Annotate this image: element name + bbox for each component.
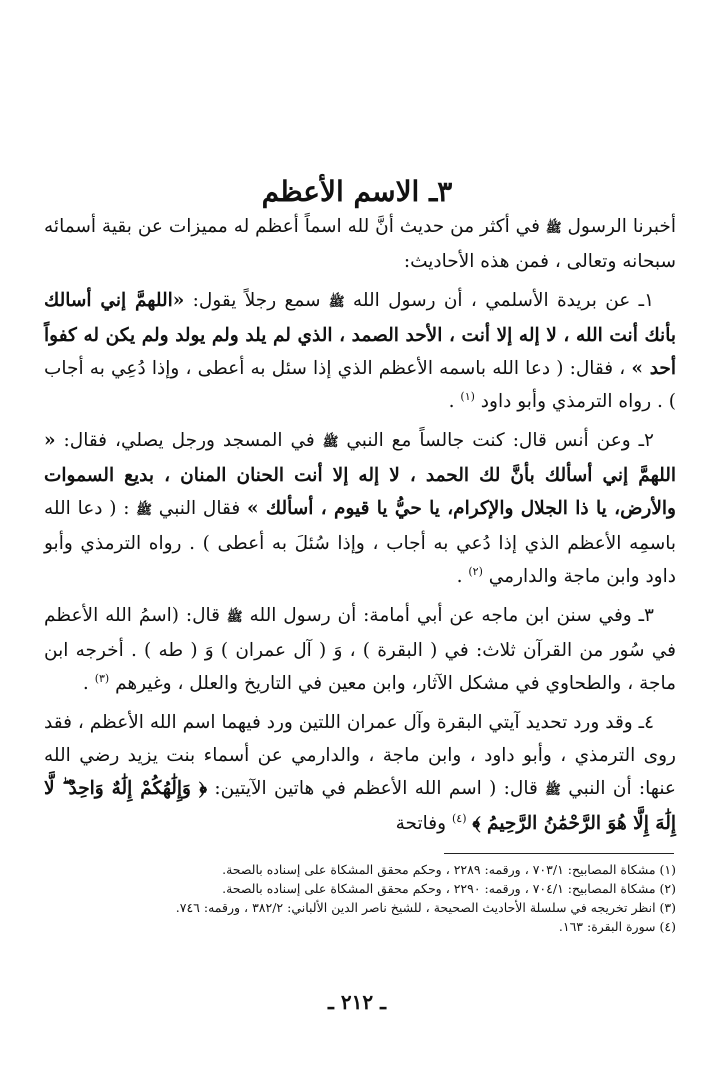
footnotes xyxy=(40,860,676,936)
hadith-2-text-e: : ( دعا الله باسمِه الأعظم الذي إذا دُعي به أجاب ، وإذا سُئلَ به أعطى ) . رواه الترمذي وأبو داود وابن ماجة والدارمي xyxy=(44,498,676,587)
hadith-2-text-d: فقال النبي xyxy=(158,498,241,519)
hadith-2-text-b: في المسجد ورجل يصلي، فقال: xyxy=(63,430,315,451)
hadith-4-text-b: قال: ( اسم الله الأعظم في هاتين الآيتين: xyxy=(214,778,538,799)
hadith-1-text-a: ١ـ عن بريدة الأسلمي ، أن رسول الله xyxy=(352,290,655,311)
intro-text-b: في أكثر من حديث أنَّ لله اسماً أعظم له مميزات عن بقية أسمائه سبحانه وتعالى ، فمن هذه الأحاديث: xyxy=(44,216,676,272)
quran-verse: ﴿ وَإِلَٰهُكُمْ إِلَٰهٌ وَاحِدٌ ۖ لَّا إِلَٰهَ إِلَّا هُوَ الرَّحْمَٰنُ الرَّحِيمُ ﴾ xyxy=(44,778,676,834)
hadith-3-text-c: . xyxy=(82,673,89,694)
footnote-ref-2: (٢) xyxy=(468,564,483,578)
chapter-title: ٣ـ الاسم الأعظم xyxy=(261,175,453,208)
hadith-4-text-c: وفاتحة xyxy=(395,813,447,834)
hadith-3-text-b: قال: (اسمُ الله الأعظم في سُور من القرآن ثلاث: في ( البقرة ) ، وَ ( آل عمران ) وَ ( طه ) . أخرجه ابن ماجة ، والطحاوي في مشكل الآثار، وابن معين في التاريخ والعلل ، وغيرهم xyxy=(44,605,676,694)
hadith-2-quote: « اللهمَّ إني أسألك بأنَّ لك الحمد ، لا إله إلا أنت الحنان المنان ، بديع السموات والأرض، يا ذا الجلال والإكرام، يا حيُّ يا قيوم ، أسألك » xyxy=(44,430,676,519)
body-text xyxy=(44,210,676,846)
intro-paragraph xyxy=(44,210,676,278)
salla-symbol: ﷺ xyxy=(322,435,339,450)
hadith-1-text-d: ، فقال: ( دعا الله باسمه الأعظم الذي إذا سئل به أعطى ، وإذا دُعِي به أجاب ) . رواه الترمذي وأبو داود xyxy=(44,358,676,412)
hadith-2-text-a: ٢ـ وعن أنس قال: كنت جالساً مع النبي xyxy=(346,430,654,451)
hadith-4-text-a: ٤ـ وقد ورد تحديد آيتي البقرة وآل عمران اللتين ورد فيهما اسم الله الأعظم ، فقد روى الترمذي ، وأبو داود ، وابن ماجة ، والدارمي عن أسماء بنت يزيد رضي الله عنها: أن النبي xyxy=(44,712,676,799)
salla-symbol: ﷺ xyxy=(328,295,345,310)
page-number: ـ ٢١٢ ـ xyxy=(328,990,386,1014)
hadith-1-text-b: سمع رجلاً يقول: xyxy=(192,290,321,311)
salla-symbol: ﷺ xyxy=(545,783,561,798)
salla-symbol: ﷺ xyxy=(136,503,152,518)
salla-symbol: ﷺ xyxy=(545,221,562,236)
footnote-divider xyxy=(444,853,674,854)
footnote-2: (٢) مشكاة المصابيح: ٧٠٤/١ ، ورقمه: ٢٢٩٠ ، وحكم محقق المشكاة على إسناده بالصحة. xyxy=(222,881,676,896)
footnote-ref-4: (٤) xyxy=(451,811,467,825)
footnote-1: (١) مشكاة المصابيح: ٧٠٣/١ ، ورقمه: ٢٢٨٩ ، وحكم محقق المشكاة على إسناده بالصحة. xyxy=(222,862,676,877)
footnote-4: (٤) سورة البقرة: ١٦٣. xyxy=(558,919,676,934)
hadith-3-paragraph xyxy=(44,599,676,700)
hadith-1-text-e: . xyxy=(448,391,455,412)
hadith-1-paragraph xyxy=(44,284,676,418)
hadith-1-quote: «اللهمَّ إني أسالك بأنك أنت الله ، لا إله إلا أنت ، الأحد الصمد ، الذي لم يلد ولم يولد ولم يكن له كفواً أحد » xyxy=(44,290,676,379)
footnote-ref-1: (١) xyxy=(460,389,475,403)
salla-symbol: ﷺ xyxy=(226,610,243,625)
hadith-2-paragraph xyxy=(44,424,676,593)
hadith-2-text-f: . xyxy=(456,566,463,587)
hadith-3-text-a: ٣ـ وفي سنن ابن ماجه عن أبي أمامة: أن رسول الله xyxy=(249,605,654,626)
footnote-ref-3: (٣) xyxy=(94,671,110,685)
hadith-4-paragraph xyxy=(44,706,676,840)
footnote-3: (٣) انظر تخريجه في سلسلة الأحاديث الصحيحة ، للشيخ ناصر الدين الألباني: ٣٨٢/٢ ، ورقمه: ٧٤٦. xyxy=(175,900,676,915)
intro-text-a: أخبرنا الرسول xyxy=(567,216,676,237)
